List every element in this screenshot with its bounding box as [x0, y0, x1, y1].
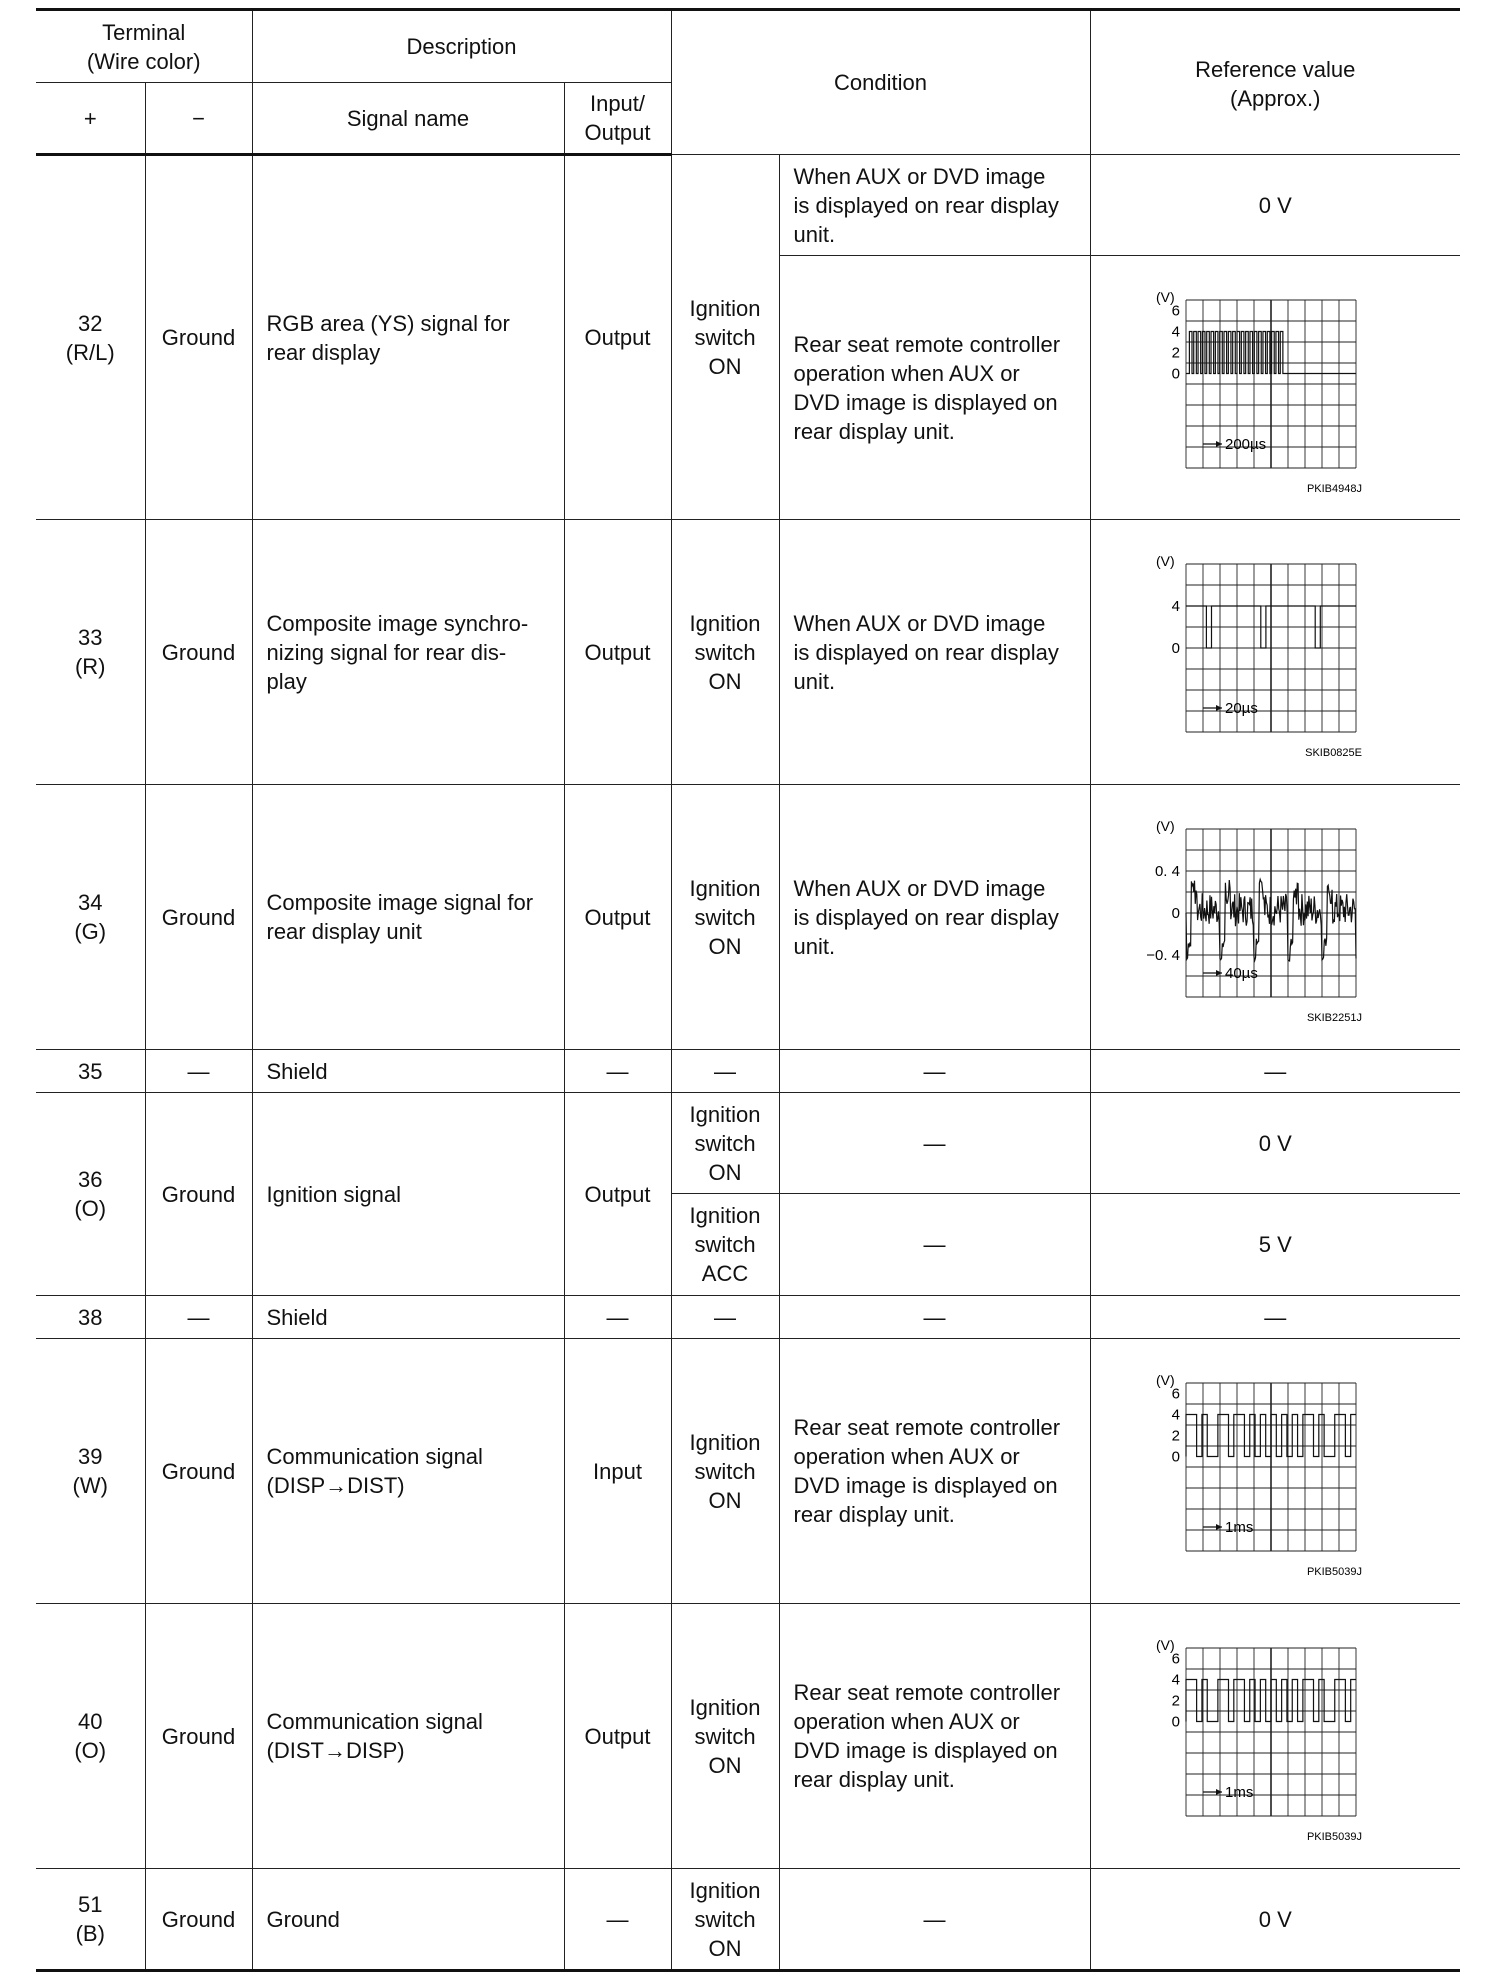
condition-text: When AUX or DVD image is displayed on rear display unit.: [779, 520, 1090, 785]
ignition-condition: Ignition switch ON: [671, 520, 779, 785]
time-scale-label: 40µs: [1225, 965, 1259, 982]
reference-waveform: [1090, 1339, 1460, 1604]
ignition-condition: Ignition switch ON: [671, 1339, 779, 1604]
time-scale-label: 200µs: [1225, 435, 1267, 453]
ignition-condition: Ignition switch ON: [671, 155, 779, 520]
signal-name: RGB area (YS) signal for rear display: [252, 155, 564, 520]
y-tick-label: 6: [1171, 1650, 1181, 1668]
figure-code: SKIB0825E: [1305, 747, 1363, 759]
figure-code: PKIB4948J: [1307, 482, 1363, 495]
terminal-33: 33 (R): [36, 520, 145, 785]
header-terminal: Terminal (Wire color): [36, 10, 252, 83]
ignition-condition: Ignition switch ON: [671, 1093, 779, 1194]
terminal-51: 51 (B): [36, 1869, 145, 1971]
ignition-condition: —: [671, 1296, 779, 1339]
time-scale-arrow: [1216, 1789, 1222, 1795]
terminal-40: 40 (O): [36, 1604, 145, 1869]
y-tick-label: 0: [1171, 1713, 1181, 1731]
ignition-condition: Ignition switch ON: [671, 1869, 779, 1971]
input-output: Output: [564, 1093, 671, 1296]
y-tick-label: 4: [1171, 1406, 1181, 1424]
ignition-condition: Ignition switch ON: [671, 785, 779, 1050]
y-tick-label: 0: [1171, 640, 1181, 657]
y-tick-label: 0: [1171, 905, 1181, 922]
condition-text: —: [779, 1093, 1090, 1194]
y-tick-label: 4: [1171, 323, 1181, 340]
time-scale-label: 1ms: [1225, 1519, 1254, 1536]
header-condition: Condition: [671, 10, 1090, 155]
input-output: Output: [564, 1604, 671, 1869]
reference-value: 0 V: [1090, 1093, 1460, 1194]
condition-text: Rear seat remote controller operation when AUX or DVD image is displayed on rear display unit.: [779, 1604, 1090, 1869]
input-output: Output: [564, 785, 671, 1050]
input-output: —: [564, 1296, 671, 1339]
waveform-composite-sync: [1130, 542, 1420, 762]
minus-terminal: Ground: [145, 1604, 252, 1869]
signal-name: Communication signal (DIST→DISP): [252, 1604, 564, 1869]
y-tick-label: 4: [1171, 1671, 1181, 1689]
waveform-rgb-ys: [1130, 278, 1420, 498]
header-minus: −: [145, 83, 252, 155]
waveform-composite-image: [1130, 807, 1420, 1027]
terminal-34: 34 (G): [36, 785, 145, 1050]
y-tick-label: 6: [1171, 1385, 1181, 1403]
terminal-39: 39 (W): [36, 1339, 145, 1604]
terminal-reference-table: [36, 8, 1460, 1972]
time-scale-arrow: [1216, 1524, 1222, 1530]
minus-terminal: —: [145, 1050, 252, 1093]
figure-code: PKIB5039J: [1307, 1831, 1363, 1843]
signal-name: Communication signal (DISP→DIST): [252, 1339, 564, 1604]
ignition-condition: Ignition switch ON: [671, 1604, 779, 1869]
waveform-trace: [1186, 1680, 1356, 1722]
signal-name: Ground: [252, 1869, 564, 1971]
waveform-communication-dist-disp: [1130, 1626, 1420, 1846]
waveform-trace: [1186, 1415, 1356, 1457]
y-tick-label: 6: [1171, 302, 1181, 319]
y-tick-label: 0: [1171, 365, 1181, 382]
y-tick-label: 4: [1171, 598, 1181, 615]
reference-waveform: [1090, 520, 1460, 785]
condition-text: —: [779, 1869, 1090, 1971]
signal-name: Composite image signal for rear display unit: [252, 785, 564, 1050]
terminal-32: 32 (R/L): [36, 155, 145, 520]
axis-unit-label: (V): [1156, 1637, 1175, 1653]
reference-value: 5 V: [1090, 1194, 1460, 1296]
minus-terminal: Ground: [145, 1869, 252, 1971]
reference-value: 0 V: [1090, 1869, 1460, 1971]
condition-text: —: [779, 1194, 1090, 1296]
terminal-38: 38: [36, 1296, 145, 1339]
time-scale-label: 20µs: [1225, 700, 1259, 717]
minus-terminal: Ground: [145, 1093, 252, 1296]
y-tick-label: 2: [1171, 1427, 1181, 1445]
figure-code: PKIB5039J: [1307, 1566, 1363, 1578]
y-tick-label: 0. 4: [1155, 863, 1181, 880]
minus-terminal: —: [145, 1296, 252, 1339]
signal-name: Shield: [252, 1050, 564, 1093]
signal-name: Ignition signal: [252, 1093, 564, 1296]
reference-waveform: [1090, 256, 1460, 520]
condition-text: Rear seat remote controller operation when AUX or DVD image is displayed on rear display unit.: [779, 256, 1090, 520]
figure-code: SKIB2251J: [1307, 1012, 1363, 1024]
time-scale-arrow: [1216, 970, 1222, 976]
axis-unit-label: (V): [1156, 818, 1175, 834]
header-input-output: Input/ Output: [564, 83, 671, 155]
axis-unit-label: (V): [1156, 553, 1175, 569]
input-output: Input: [564, 1339, 671, 1604]
input-output: —: [564, 1050, 671, 1093]
signal-name: Composite image synchro- nizing signal for rear dis- play: [252, 520, 564, 785]
terminal-35: 35: [36, 1050, 145, 1093]
minus-terminal: Ground: [145, 785, 252, 1050]
axis-unit-label: (V): [1156, 1372, 1175, 1388]
time-scale-arrow: [1216, 705, 1222, 711]
time-scale-arrow: [1216, 441, 1222, 447]
y-tick-label: 2: [1171, 1692, 1181, 1710]
axis-unit-label: (V): [1156, 288, 1175, 305]
y-tick-label: 0: [1171, 1448, 1181, 1466]
reference-value: —: [1090, 1050, 1460, 1093]
time-scale-label: 1ms: [1225, 1784, 1254, 1801]
y-tick-label: 2: [1171, 344, 1181, 361]
minus-terminal: Ground: [145, 520, 252, 785]
y-tick-label: −0. 4: [1146, 947, 1181, 964]
reference-value: 0 V: [1090, 155, 1460, 256]
input-output: Output: [564, 155, 671, 520]
signal-name: Shield: [252, 1296, 564, 1339]
input-output: Output: [564, 520, 671, 785]
header-plus: +: [36, 83, 145, 155]
condition-text: —: [779, 1296, 1090, 1339]
header-reference-value: Reference value (Approx.): [1090, 10, 1460, 155]
condition-text: —: [779, 1050, 1090, 1093]
minus-terminal: Ground: [145, 155, 252, 520]
ignition-condition: Ignition switch ACC: [671, 1194, 779, 1296]
minus-terminal: Ground: [145, 1339, 252, 1604]
header-signal-name: Signal name: [252, 83, 564, 155]
reference-waveform: [1090, 1604, 1460, 1869]
header-description: Description: [252, 10, 671, 83]
condition-text: When AUX or DVD image is displayed on rear display unit.: [779, 785, 1090, 1050]
input-output: —: [564, 1869, 671, 1971]
reference-waveform: [1090, 785, 1460, 1050]
ignition-condition: —: [671, 1050, 779, 1093]
condition-text: When AUX or DVD image is displayed on rear display unit.: [779, 155, 1090, 256]
condition-text: Rear seat remote controller operation when AUX or DVD image is displayed on rear display unit.: [779, 1339, 1090, 1604]
terminal-36: 36 (O): [36, 1093, 145, 1296]
reference-value: —: [1090, 1296, 1460, 1339]
waveform-communication-disp-dist: [1130, 1361, 1420, 1581]
